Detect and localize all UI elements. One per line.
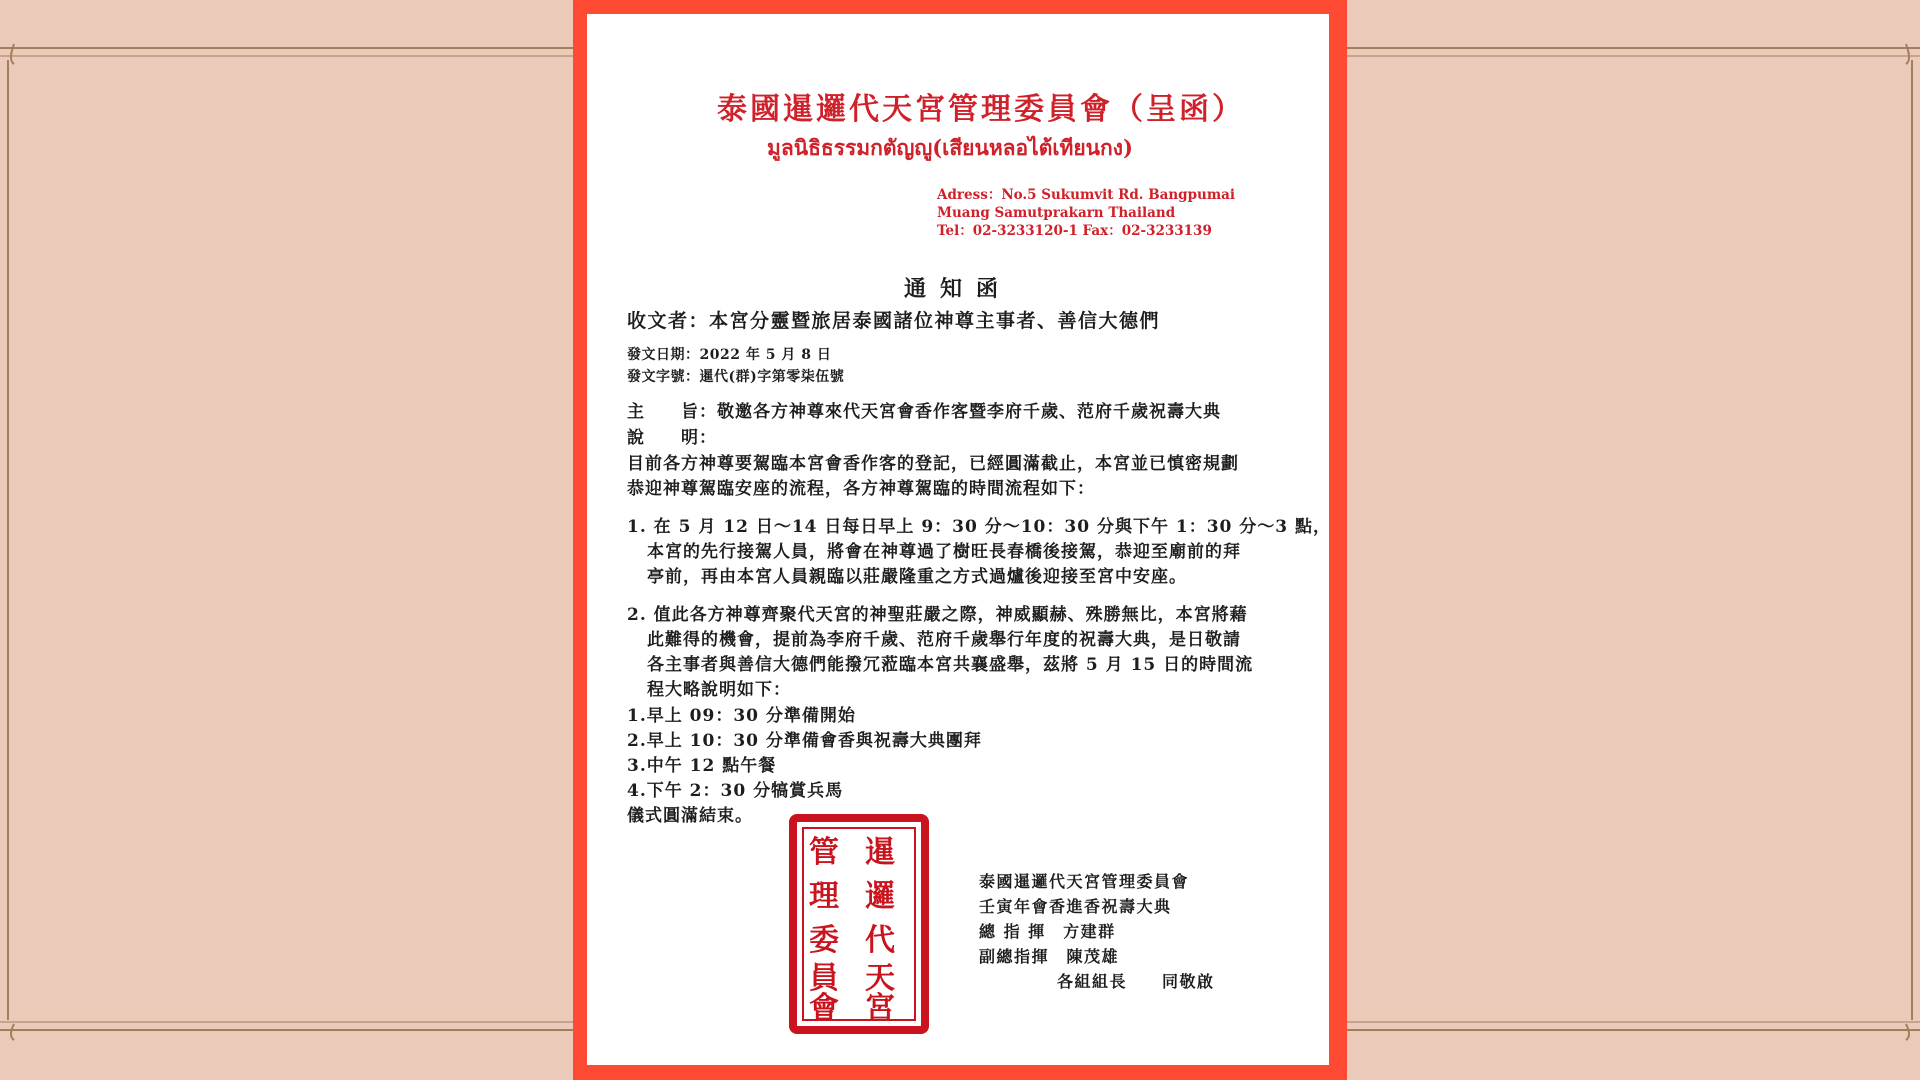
notice-document: [587, 14, 1332, 1065]
signature-event: 壬寅年會香進香祝壽大典: [979, 897, 1172, 916]
schedule-item-1: 1.早上 09：30 分準備開始: [627, 706, 856, 726]
letterhead-thai-name: มูลนิธิธรรมกตัญญู(เสียนหลอไต้เทียนกง): [767, 135, 1133, 160]
signature-org: 泰國暹邏代天宮管理委員會: [979, 872, 1190, 891]
letterhead-title: 泰國暹邏代天宮管理委員會（呈函）: [717, 92, 1245, 127]
address-line-3: Tel：02-3233120-1 Fax：02-3233139: [937, 223, 1212, 239]
svg-text:宮: 宮: [865, 991, 895, 1026]
item1-line-3: 亭前，再由本宮人員親臨以莊嚴隆重之方式過爐後迎接至宮中安座。: [647, 567, 1187, 587]
intro-line-2: 恭迎神尊駕臨安座的流程，各方神尊駕臨的時間流程如下：: [627, 479, 1095, 499]
svg-text:員: 員: [809, 961, 839, 996]
notice-heading: 通知函: [903, 276, 1012, 302]
item1-line-2: 本宮的先行接駕人員，將會在神尊過了樹旺長春橋後接駕，恭迎至廟前的拜: [647, 542, 1241, 562]
svg-text:代: 代: [865, 923, 895, 958]
schedule-item-4: 4.下午 2：30 分犒賞兵馬: [627, 781, 844, 801]
item2-line-1: 2. 值此各方神尊齊聚代天宮的神聖莊嚴之際，神威顯赫、殊勝無比，本宮將藉: [627, 605, 1248, 625]
signature-chief: 總 指 揮 方建群: [979, 922, 1116, 941]
svg-text:委: 委: [809, 923, 839, 958]
svg-text:理: 理: [809, 879, 839, 914]
schedule-item-2: 2.早上 10：30 分準備會香與祝壽大典團拜: [627, 731, 982, 751]
explanation-label: 說 明：: [627, 428, 717, 448]
signature-deputy: 副總指揮 陳茂雄: [979, 947, 1120, 966]
address-line-1: Adress：No.5 Sukumvit Rd. Bangpumai: [937, 187, 1236, 203]
item2-line-3: 各主事者與善信大德們能撥冗蒞臨本宮共襄盛舉，茲將 5 月 15 日的時間流: [647, 655, 1254, 675]
svg-text:邏: 邏: [865, 879, 895, 914]
svg-text:管: 管: [809, 835, 839, 870]
intro-line-1: 目前各方神尊要駕臨本宮會香作客的登記，已經圓滿截止，本宮並已慎密規劃: [627, 454, 1239, 474]
official-seal-stamp: [789, 814, 929, 1034]
signature-leaders: 各組組長 同敬啟: [1057, 972, 1215, 991]
svg-text:天: 天: [865, 961, 895, 996]
issue-number: 發文字號：暹代(群)字第零柒伍號: [627, 369, 845, 385]
recipient-line: 收文者：本宮分靈暨旅居泰國諸位神尊主事者、善信大德們: [627, 310, 1161, 332]
item2-line-4: 程大略說明如下：: [647, 680, 791, 700]
item1-line-1: 1. 在 5 月 12 日～14 日每日早上 9：30 分～10：30 分與下午 1：30 分～3 點，: [627, 517, 1332, 537]
item2-line-2: 此難得的機會，提前為李府千歲、范府千歲舉行年度的祝壽大典，是日敬請: [647, 630, 1241, 650]
svg-text:會: 會: [809, 991, 839, 1026]
issue-date: 發文日期：2022 年 5 月 8 日: [627, 347, 832, 363]
subject-line: 主 旨：敬邀各方神尊來代天宮會香作客暨李府千歲、范府千歲祝壽大典: [627, 402, 1221, 422]
closing-line: 儀式圓滿結束。: [627, 806, 753, 826]
svg-text:暹: 暹: [865, 835, 895, 870]
schedule-item-3: 3.中午 12 點午餐: [627, 756, 777, 776]
address-line-2: Muang Samutprakarn Thailand: [937, 205, 1176, 221]
